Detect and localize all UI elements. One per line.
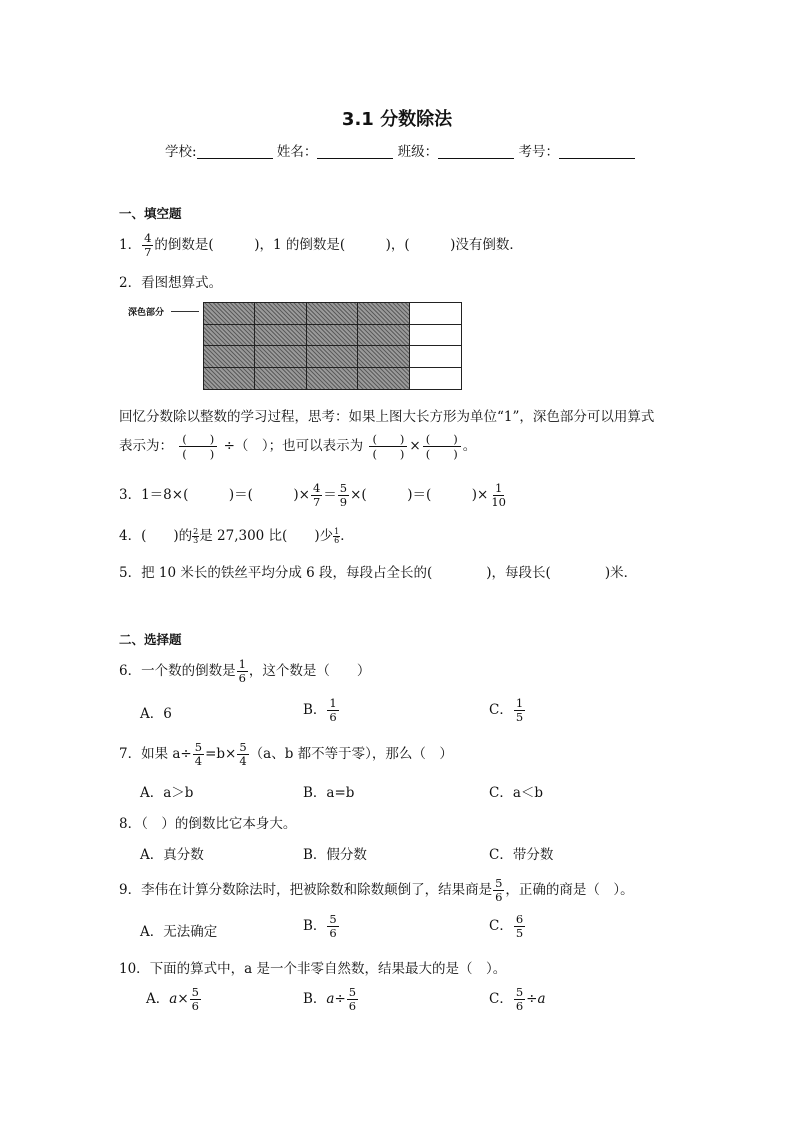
page-title: 3.1 分数除法	[341, 109, 453, 130]
fraction: $\frac{1}{10}$	[491, 481, 506, 509]
question-2-explanation: 回忆分数除以整数的学习过程，思考：如果上图大长方形为单位“1”，深色部分可以用算式	[119, 409, 655, 425]
shaded-cell	[358, 325, 409, 347]
student-info-line	[165, 140, 635, 160]
fraction: $\frac{4}{7}$	[312, 481, 321, 509]
small-fraction: $\frac{1}{6}$	[334, 527, 340, 545]
label-leader-line	[171, 311, 199, 312]
shaded-cell	[307, 346, 358, 368]
fraction: $\frac{5}{4}$	[239, 740, 247, 768]
question-number: 1．	[119, 237, 142, 253]
fraction: $\frac{1}{6}$	[238, 657, 246, 685]
fraction: $\frac{1}{6}$	[329, 696, 337, 724]
shaded-cell	[307, 303, 358, 325]
blank-fraction[interactable]: $\frac{( )}{( )}$	[423, 432, 461, 461]
question-number: 2．	[119, 275, 142, 291]
class-blank[interactable]	[438, 144, 514, 159]
shaded-cell	[358, 346, 409, 368]
blank-cell	[410, 325, 461, 347]
shaded-cell	[358, 303, 409, 325]
fraction: $\frac{5}{9}$	[339, 481, 348, 509]
fraction: $\frac{6}{5}$	[515, 912, 524, 940]
blank-cell	[410, 303, 461, 325]
name-blank[interactable]	[317, 144, 393, 159]
question-text: 看图想算式。	[141, 275, 223, 291]
option-b[interactable]: B．假分数	[303, 847, 367, 863]
exam-no-blank[interactable]	[559, 144, 635, 159]
option-b[interactable]: B．a=b	[303, 785, 355, 801]
question-6: 6．一个数的倒数是 $\frac{1}{6}$ ，这个数是（ ）	[119, 657, 371, 685]
question-4: 4．( )的 $\frac{2}{3}$ 是 27,300 比( )少 $\frac{1}{6}$ ．	[119, 527, 354, 545]
option-a[interactable]: A．a× $\frac{5}{6}$	[146, 985, 199, 1013]
option-a[interactable]: A．6	[140, 706, 172, 722]
shaded-cell	[255, 368, 306, 390]
blank-fraction[interactable]: $\frac{( )}{( )}$	[179, 432, 217, 461]
option-c[interactable]: C． $\frac{1}{5}$	[489, 696, 524, 724]
class-label: 班级：	[397, 144, 439, 160]
option-a[interactable]: A．无法确定	[140, 924, 218, 940]
option-a[interactable]: A．a＞b	[140, 785, 194, 801]
fraction: $\frac{4}{7}$	[144, 231, 152, 259]
option-c[interactable]: C． $\frac{5}{6}$ ÷a	[489, 985, 546, 1013]
question-text: 的倒数是( )，1 的倒数是( )，( )没有倒数．	[154, 237, 523, 253]
shaded-part-label: 深色部分	[128, 308, 165, 318]
option-b[interactable]: B．a÷ $\frac{5}{6}$	[303, 985, 357, 1013]
option-b[interactable]: B． $\frac{5}{6}$	[303, 912, 337, 940]
shaded-cell	[204, 368, 255, 390]
blank-cell	[410, 346, 461, 368]
name-label: 姓名：	[276, 144, 318, 160]
question-8: 8．（ ）的倒数比它本身大。	[119, 816, 297, 832]
section-heading-fill-in: 一、填空题	[119, 206, 182, 221]
shaded-cell	[255, 303, 306, 325]
school-label: 学校:	[165, 144, 197, 160]
option-c[interactable]: C．带分数	[489, 847, 554, 863]
small-fraction: $\frac{2}{3}$	[193, 527, 199, 545]
option-c[interactable]: C． $\frac{6}{5}$	[489, 912, 524, 940]
shaded-cell	[204, 325, 255, 347]
fraction: $\frac{5}{6}$	[191, 985, 199, 1013]
shaded-cell	[204, 346, 255, 368]
shaded-cell	[307, 325, 358, 347]
question-1	[119, 232, 523, 259]
option-a[interactable]: A．真分数	[140, 847, 204, 863]
fraction: $\frac{5}{6}$	[495, 876, 503, 904]
rectangle-grid-figure	[203, 302, 462, 390]
blank-cell	[410, 368, 461, 390]
question-9: 9．李伟在计算分数除法时，把被除数和除数颠倒了，结果商是 $\frac{5}{6}$ ，正确的商是（ ）。	[119, 876, 634, 904]
question-5: 5．把 10 米长的铁丝平均分成 6 段，每段占全长的( )，每段长( )米．	[119, 565, 638, 581]
fraction: $\frac{5}{4}$	[194, 740, 203, 768]
blank-fraction[interactable]: $\frac{( )}{( )}$	[369, 432, 407, 461]
question-2-answer-line: 表示为： $\frac{( )}{( )}$ ÷（ ）；也可以表示为 $\frac{( )}{( )}$ × $\frac{( )}{( )}$ 。	[119, 432, 477, 461]
shaded-cell	[255, 325, 306, 347]
exam-no-label: 考号：	[518, 144, 559, 160]
fraction: $\frac{1}{5}$	[515, 696, 524, 724]
question-7: 7．如果 a÷ $\frac{5}{4}$ =b× $\frac{5}{4}$ （a、b 都不等于零），那么（ ）	[119, 740, 453, 768]
fraction: $\frac{5}{6}$	[329, 912, 337, 940]
shaded-cell	[255, 346, 306, 368]
shaded-cell	[358, 368, 409, 390]
option-b[interactable]: B． $\frac{1}{6}$	[303, 696, 337, 724]
section-heading-choice: 二、选择题	[119, 632, 182, 647]
shaded-cell	[204, 303, 255, 325]
shaded-cell	[307, 368, 358, 390]
fraction: $\frac{5}{6}$	[515, 985, 524, 1013]
question-10: 10．下面的算式中，a 是一个非零自然数，结果最大的是（ ）。	[119, 961, 507, 977]
question-2	[119, 271, 222, 291]
school-blank[interactable]	[197, 144, 273, 159]
fraction: $\frac{5}{6}$	[348, 985, 357, 1013]
question-3: 3．1＝8×( )＝( )× $\frac{4}{7}$ ＝ $\frac{5}{9}$ ×( )＝( )× $\frac{1}{10}$	[119, 481, 506, 509]
option-c[interactable]: C．a＜b	[489, 785, 544, 801]
